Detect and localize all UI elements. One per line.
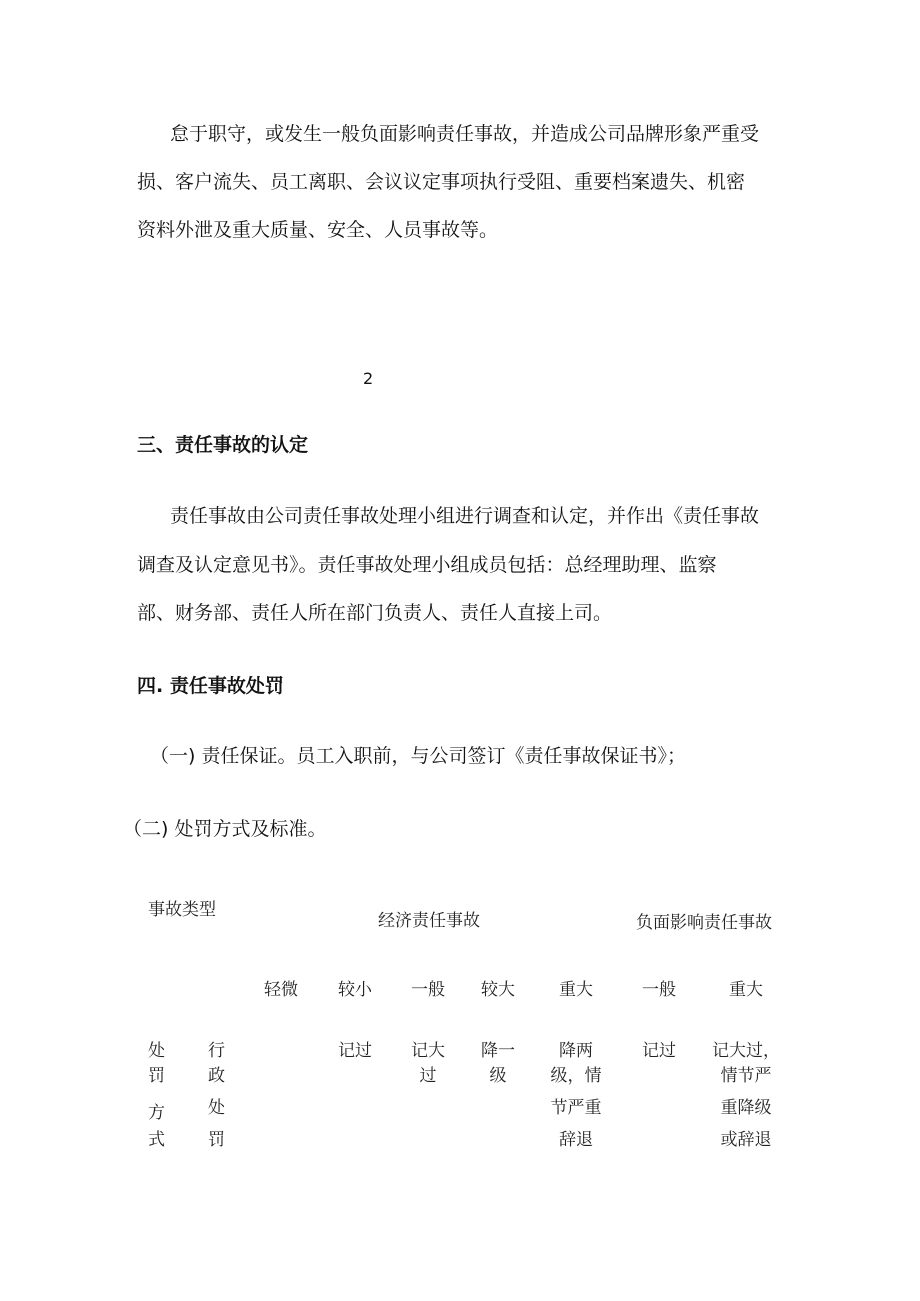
cell-neg-general: 记过 — [642, 1041, 676, 1061]
row-label-outer: 式 — [148, 1130, 165, 1150]
cell-major: 级 — [489, 1066, 507, 1086]
cell-neg-serious: 情节严 — [720, 1066, 772, 1086]
section-4-item-1: （一) 责任保证。员工入职前，与公司签订《责任事故保证书》； — [150, 745, 686, 767]
cell-serious: 级，情 — [550, 1066, 602, 1086]
level-header: 一般 — [642, 980, 676, 1000]
cell-neg-serious: 或辞退 — [720, 1130, 772, 1150]
row-label-inner: 行 — [208, 1041, 225, 1061]
cell-neg-serious: 重降级 — [720, 1098, 772, 1118]
level-header: 较小 — [338, 980, 372, 1000]
intro-line-3: 资料外泄及重大质量、安全、人员事故等。 — [137, 219, 499, 241]
level-header: 重大 — [559, 980, 593, 1000]
cell-minor: 记过 — [338, 1041, 372, 1061]
section-3-heading: 三、责任事故的认定 — [137, 434, 309, 456]
level-header: 轻微 — [264, 980, 298, 1000]
section-4-heading: 四. 责任事故处罚 — [137, 675, 284, 697]
row-label-outer: 罚 — [148, 1066, 165, 1086]
section-3-line-1: 责任事故由公司责任事故处理小组进行调查和认定，并作出《责任事故 — [170, 505, 760, 527]
cell-serious: 节严重 — [550, 1098, 602, 1118]
cell-serious: 降两 — [559, 1041, 593, 1061]
row-label-outer: 处 — [148, 1041, 165, 1061]
level-header: 一般 — [411, 980, 445, 1000]
table-type-label: 事故类型 — [148, 900, 216, 920]
row-label-inner: 罚 — [208, 1130, 225, 1150]
section-4-item-2: （二) 处罚方式及标准。 — [123, 818, 327, 840]
cell-neg-serious: 记大过， — [712, 1041, 780, 1061]
table-group-negative: 负面影响责任事故 — [636, 913, 772, 933]
intro-line-2: 损、客户流失、员工离职、会议议定事项执行受阻、重要档案遗失、机密 — [137, 171, 746, 193]
cell-general: 记大 — [411, 1041, 445, 1061]
level-header: 重大 — [729, 980, 763, 1000]
cell-serious: 辞退 — [559, 1130, 593, 1150]
table-group-economic: 经济责任事故 — [378, 911, 480, 931]
section-3-line-2: 调查及认定意见书》。责任事故处理小组成员包括：总经理助理、监察 — [137, 554, 717, 576]
row-label-outer: 方 — [148, 1103, 165, 1123]
level-header: 较大 — [481, 980, 515, 1000]
row-label-inner: 政 — [208, 1066, 225, 1086]
row-label-inner: 处 — [208, 1098, 225, 1118]
cell-major: 降一 — [481, 1041, 515, 1061]
section-3-line-3: 部、财务部、责任人所在部门负责人、责任人直接上司。 — [137, 602, 613, 624]
cell-general: 过 — [419, 1066, 437, 1086]
page-number: 2 — [363, 369, 374, 388]
intro-line-1: 怠于职守，或发生一般负面影响责任事故，并造成公司品牌形象严重受 — [170, 123, 760, 145]
